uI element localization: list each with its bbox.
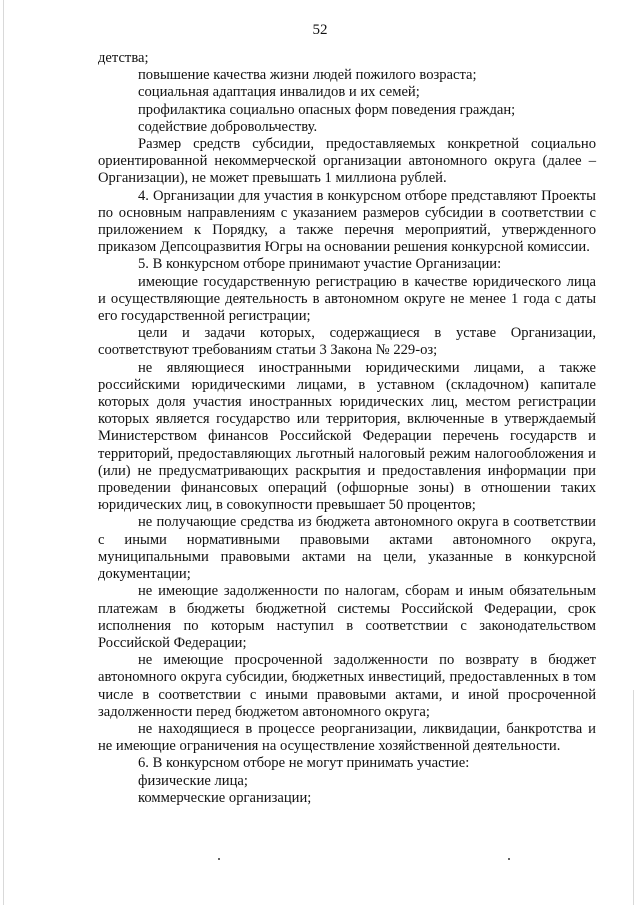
scan-speck: [218, 858, 220, 860]
list-item: социальная адаптация инвалидов и их семей;: [138, 84, 420, 101]
paragraph-clause-4: 4. Организации для участия в конкурсном отборе представляют Проекты по основным направлениям с указанием размеров субсидии в соответствии с приложением к Порядку, а также перечня мероприятий, утвержденного приказом Депсоцразвития Югры на основании решения конкурсной комиссии.: [98, 187, 596, 256]
list-item: не получающие средства из бюджета автономного округа в соответствии с иными нормативными правовыми актами автономного округа, муниципальными правовыми актами на цели, указанные в конкурсной документации;: [98, 514, 596, 583]
list-item: содействие добровольчеству.: [138, 118, 318, 135]
document-body: [98, 50, 596, 807]
paragraph-clause-5: 5. В конкурсном отборе принимают участие Организации:: [138, 256, 502, 273]
list-item: повышение качества жизни людей пожилого возраста;: [138, 67, 477, 84]
paragraph-clause-6: 6. В конкурсном отборе не могут принимать участие:: [138, 755, 470, 772]
paragraph-continuation: детства;: [98, 50, 149, 66]
scan-edge-right: [633, 690, 634, 905]
list-item: цели и задачи которых, содержащиеся в уставе Организации, соответствуют требованиям статьи 3 Закона № 229-оз;: [98, 325, 596, 359]
list-item: физические лица;: [138, 772, 248, 789]
list-item: не являющиеся иностранными юридическими лицами, а также российскими юридическими лицами, в уставном (складочном) капитале которых доля участия иностранных юридических лиц, местом регистрации которых является государство или территория, включенные в утверждаемый Министерством финансов Российской Федерации перечень государств и территорий, предоставляющих льготный налоговый режим налогообложения и (или) не предусматривающих раскрытия и предоставления информации при проведении финансовых операций (офшорные зоны) в отношении таких юридических лиц, в совокупности превышает 50 процентов;: [98, 359, 596, 514]
scan-edge-left: [3, 0, 4, 905]
list-item: коммерческие организации;: [138, 789, 312, 806]
list-item: имеющие государственную регистрацию в качестве юридического лица и осуществляющие деятельность в автономном округе не менее 1 года с даты его государственной регистрации;: [98, 273, 596, 325]
list-item: не находящиеся в процессе реорганизации, ликвидации, банкротства и не имеющие ограничения на осуществление хозяйственной деятельности.: [98, 720, 596, 755]
list-item: не имеющие задолженности по налогам, сборам и иным обязательным платежам в бюджеты бюджетной системы Российской Федерации, срок исполнения по которым наступил в соответствии с законодательством Российской Федерации;: [98, 583, 596, 651]
list-item: профилактика социально опасных форм поведения граждан;: [138, 101, 516, 118]
page-number: 52: [312, 22, 328, 38]
paragraph: Размер средств субсидии, предоставляемых конкретной социально ориентированной некоммерческой организации автономного округа (далее – Организации), не может превышать 1 миллиона рублей.: [98, 136, 596, 187]
scan-speck: [508, 858, 510, 860]
list-item: не имеющие просроченной задолженности по возврату в бюджет автономного округа субсидии, бюджетных инвестиций, предоставленных в том числе в соответствии с иными правовыми актами, и иной просроченной задолженности перед бюджетом автономного округа;: [98, 652, 596, 720]
